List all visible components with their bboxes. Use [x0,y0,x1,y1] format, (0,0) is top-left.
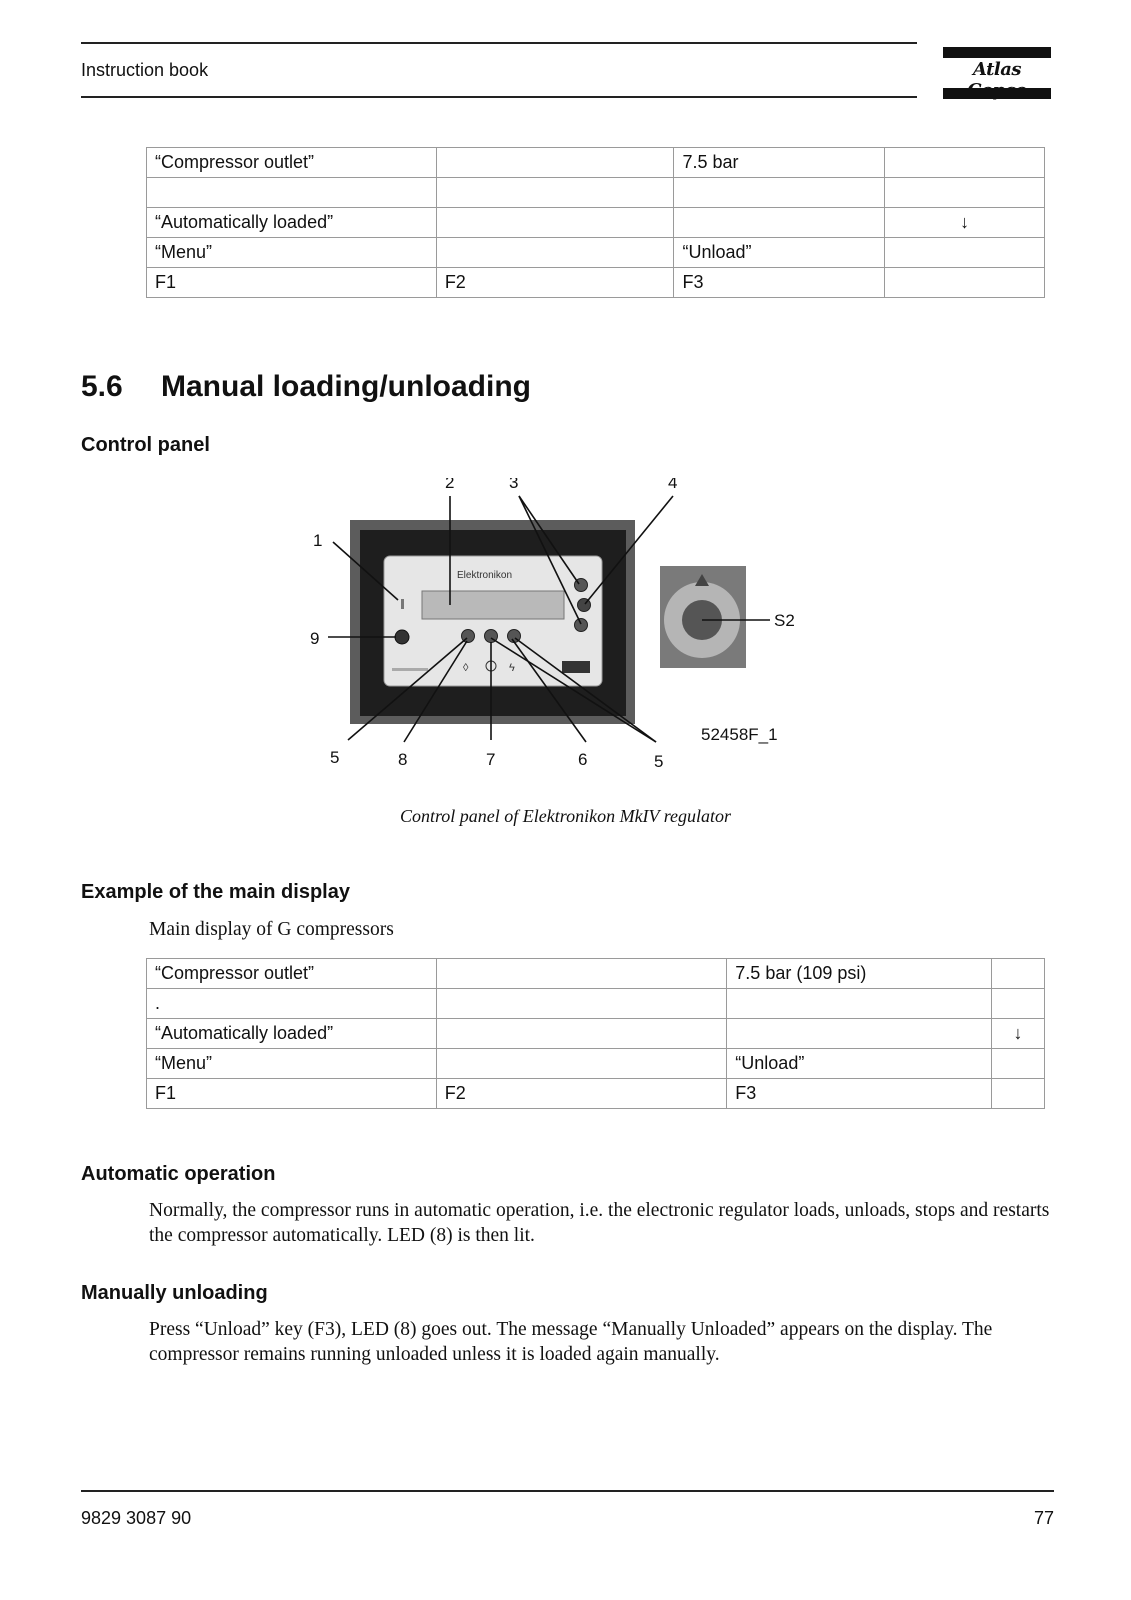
table-row [147,148,1045,178]
callout-7: 7 [486,750,496,769]
table-cell [992,1049,1045,1079]
down-arrow-icon: ↓ [992,1019,1045,1049]
callout-5-right: 5 [654,752,664,771]
display-table-1 [146,147,1045,298]
table-row [147,268,1045,298]
table-cell: F3 [727,1079,992,1109]
table-cell [885,178,1045,208]
table-cell: “Menu” [147,238,437,268]
svg-text:ϟ: ϟ [509,662,515,674]
automatic-operation-text: Normally, the compressor runs in automatic operation, i.e. the electronic regulator loads, unloads, stops and restarts the compressor automatically. LED (8) is then lit. [149,1200,1050,1246]
table-cell [727,989,992,1019]
table-cell [436,989,727,1019]
table-cell [436,178,674,208]
table-cell: . [147,989,437,1019]
table-cell: “Unload” [674,238,885,268]
table-cell [992,959,1045,989]
table-cell [436,1019,727,1049]
figure-code: 52458F_1 [701,725,778,744]
callout-4: 4 [668,478,678,492]
callout-3: 3 [509,478,519,492]
main-display-intro: Main display of G compressors [149,919,394,940]
scroll-down-key [575,619,588,632]
callout-s2: S2 [774,611,795,630]
table-cell: F2 [436,1079,727,1109]
control-panel-figure [300,478,820,788]
callout-2: 2 [445,478,455,492]
table-cell [727,1019,992,1049]
table-cell [885,238,1045,268]
table-cell: F1 [147,1079,437,1109]
panel-brand: Elektronikon [457,570,513,581]
automatic-operation-heading: Automatic operation [81,1163,276,1185]
callout-1: 1 [313,531,323,550]
logo-wordmark: Atlas [972,59,1022,80]
table-row [147,178,1045,208]
table-cell [436,1049,727,1079]
table-cell: “Compressor outlet” [147,959,437,989]
table-row [147,1019,1045,1049]
table-cell [147,178,437,208]
manually-unloading-text: Press “Unload” key (F3), LED (8) goes out. The message “Manually Unloaded” appears on the display. The compressor remains running unloaded unless it is loaded again manually. [149,1319,993,1365]
callout-6: 6 [578,750,588,769]
svg-text:◊: ◊ [463,662,469,674]
callout-9: 9 [310,629,320,648]
table-row [147,959,1045,989]
table-cell: F2 [436,268,674,298]
table-cell [436,238,674,268]
panel-brand-badge [562,661,590,673]
table-cell: “Menu” [147,1049,437,1079]
atlas-copco-logo [943,47,1051,101]
display-table-2 [146,958,1045,1109]
header-bottom-rule [81,96,917,98]
table-cell: “Automatically loaded” [147,208,437,238]
callout-8: 8 [398,750,408,769]
down-arrow-icon: ↓ [885,208,1045,238]
section-title: Manual loading/unloading [161,370,531,403]
table-cell: 7.5 bar [674,148,885,178]
table-cell [885,148,1045,178]
header-title: Instruction book [81,60,209,80]
table-cell: “Automatically loaded” [147,1019,437,1049]
table-row [147,1049,1045,1079]
document-number: 9829 3087 90 [81,1508,192,1528]
callout-5-left: 5 [330,748,340,767]
table-row [147,989,1045,1019]
table-row [147,238,1045,268]
table-cell [885,268,1045,298]
table-cell: F3 [674,268,885,298]
panel-lcd [422,591,564,619]
table-cell: 7.5 bar (109 psi) [727,959,992,989]
table-cell [436,959,727,989]
section-heading [81,370,531,404]
table-cell [436,208,674,238]
table-cell: “Compressor outlet” [147,148,437,178]
table-cell [674,208,885,238]
main-display-heading: Example of the main display [81,881,350,903]
table-cell: “Unload” [727,1049,992,1079]
table-cell [674,178,885,208]
table-cell [992,989,1045,1019]
header-top-rule [81,42,917,44]
led-alarm [401,599,404,609]
page-number: 77 [1033,1508,1054,1528]
manually-unloading-heading: Manually unloading [81,1282,268,1304]
section-number: 5.6 [81,370,123,403]
table-row [147,208,1045,238]
table-cell [436,148,674,178]
table-cell: F1 [147,268,437,298]
table-row [147,1079,1045,1109]
table-cell [992,1079,1045,1109]
footer-rule [81,1490,1054,1492]
figure-caption: Control panel of Elektronikon MkIV regulator [399,806,732,826]
control-panel-heading: Control panel [81,434,210,456]
stop-key [395,630,409,644]
